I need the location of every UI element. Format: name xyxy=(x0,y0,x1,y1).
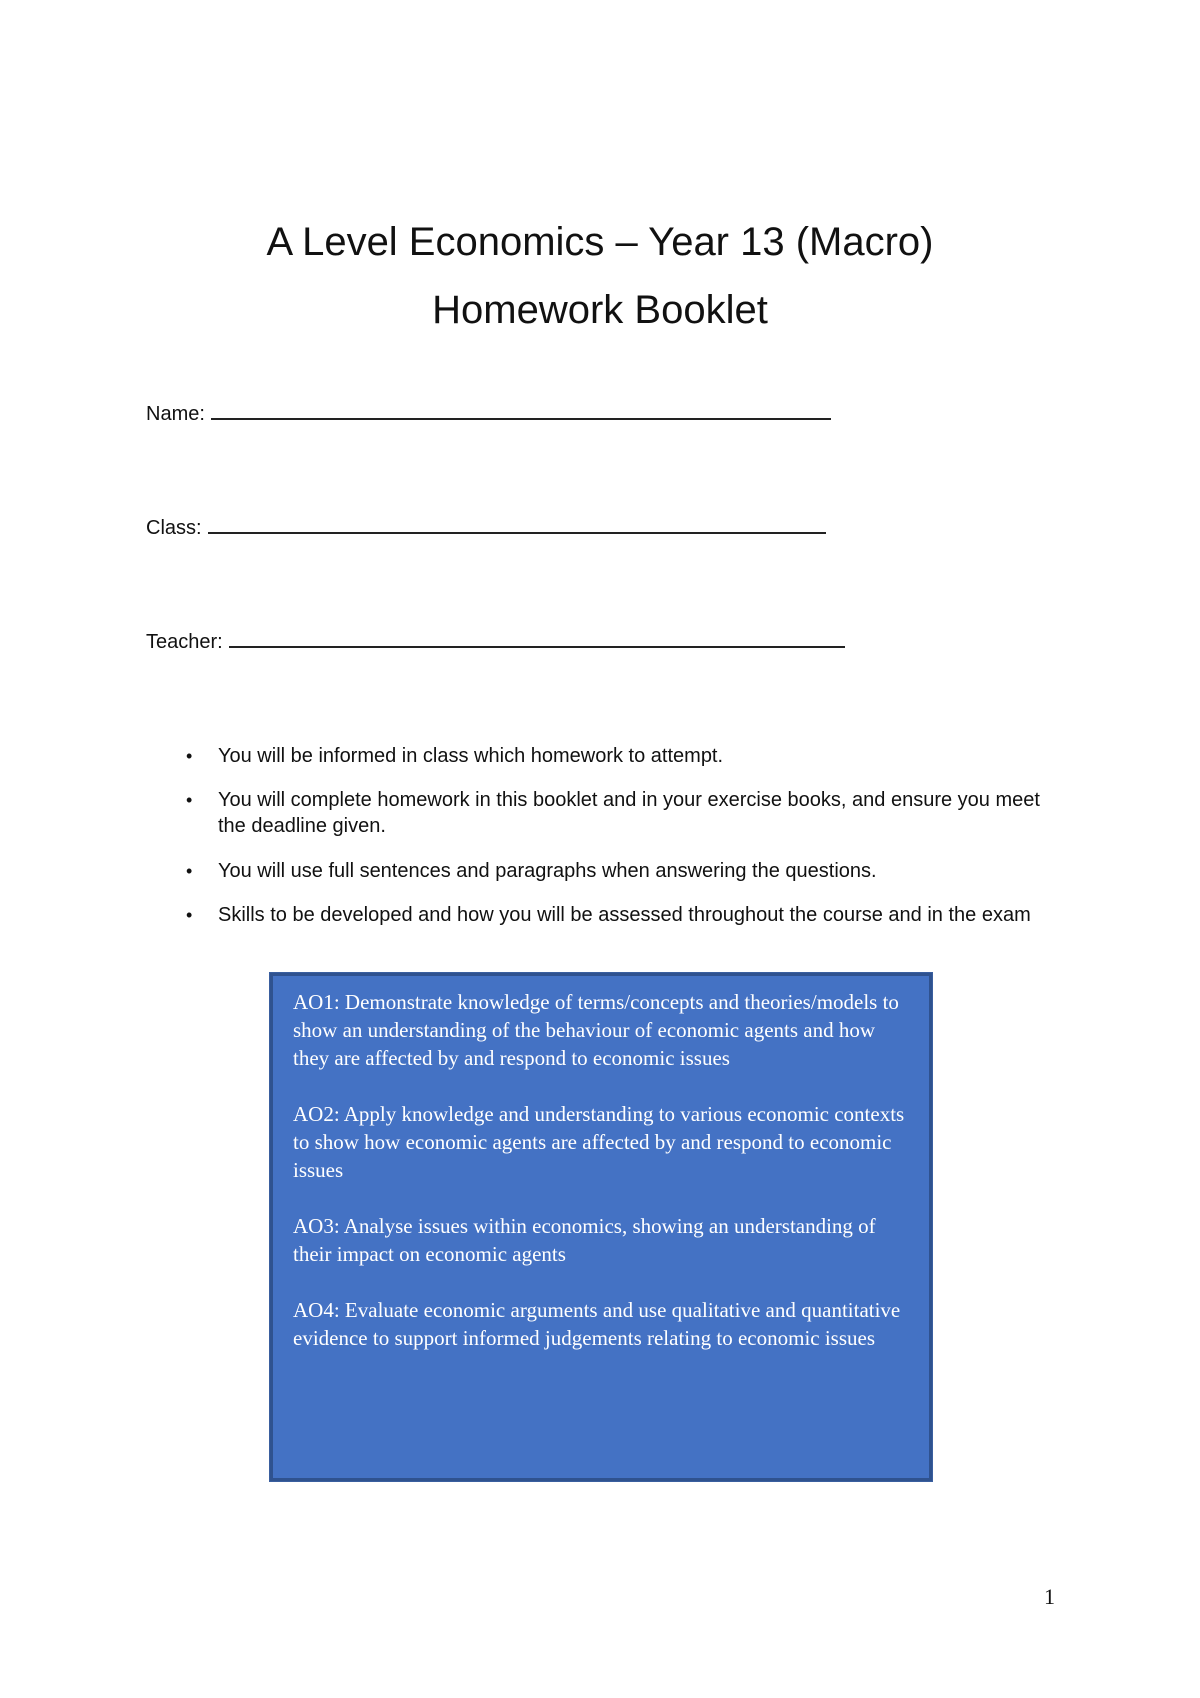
page-number: 1 xyxy=(1044,1584,1055,1609)
name-label: Name: xyxy=(146,403,205,425)
bullet-text: You will use full sentences and paragraphs when answering the questions. xyxy=(218,860,877,882)
class-label: Class: xyxy=(146,517,202,539)
bullet-icon: • xyxy=(186,861,193,881)
bullet-icon: • xyxy=(186,746,193,766)
assessment-objectives-box xyxy=(270,973,932,1481)
list-item xyxy=(186,858,1066,884)
document-title: A Level Economics – Year 13 (Macro) xyxy=(266,220,934,264)
teacher-blank-line[interactable] xyxy=(229,628,845,648)
list-item xyxy=(186,787,1066,839)
ao3-text: AO3: Analyse issues within economics, showing an understanding of their impact on economic agents xyxy=(293,1214,876,1266)
ao4-text: AO4: Evaluate economic arguments and use qualitative and quantitative evidence to support informed judgements relating to economic issues xyxy=(293,1298,901,1350)
bullet-icon: • xyxy=(186,790,193,810)
name-blank-line[interactable] xyxy=(211,400,831,420)
teacher-label: Teacher: xyxy=(146,631,223,653)
ao2-text: AO2: Apply knowledge and understanding to various economic contexts to show how economic agents are affected by and respond to economic issues xyxy=(293,1102,905,1182)
list-item xyxy=(186,902,1066,928)
document-subtitle: Homework Booklet xyxy=(432,288,768,332)
teacher-field xyxy=(146,628,845,654)
bullet-text: You will be informed in class which homework to attempt. xyxy=(218,745,724,767)
class-field xyxy=(146,514,826,540)
name-field xyxy=(146,400,831,426)
bullet-text: You will complete homework in this booklet and in your exercise books, and ensure you meet the deadline given. xyxy=(218,789,1040,837)
list-item xyxy=(186,743,1066,769)
ao1-text: AO1: Demonstrate knowledge of terms/concepts and theories/models to show an understanding of the behaviour of economic agents and how they are affected by and respond to economic issues xyxy=(293,990,899,1070)
class-blank-line[interactable] xyxy=(208,514,826,534)
bullet-icon: • xyxy=(186,905,193,925)
bullet-text: Skills to be developed and how you will be assessed throughout the course and in the exam xyxy=(218,904,1031,926)
